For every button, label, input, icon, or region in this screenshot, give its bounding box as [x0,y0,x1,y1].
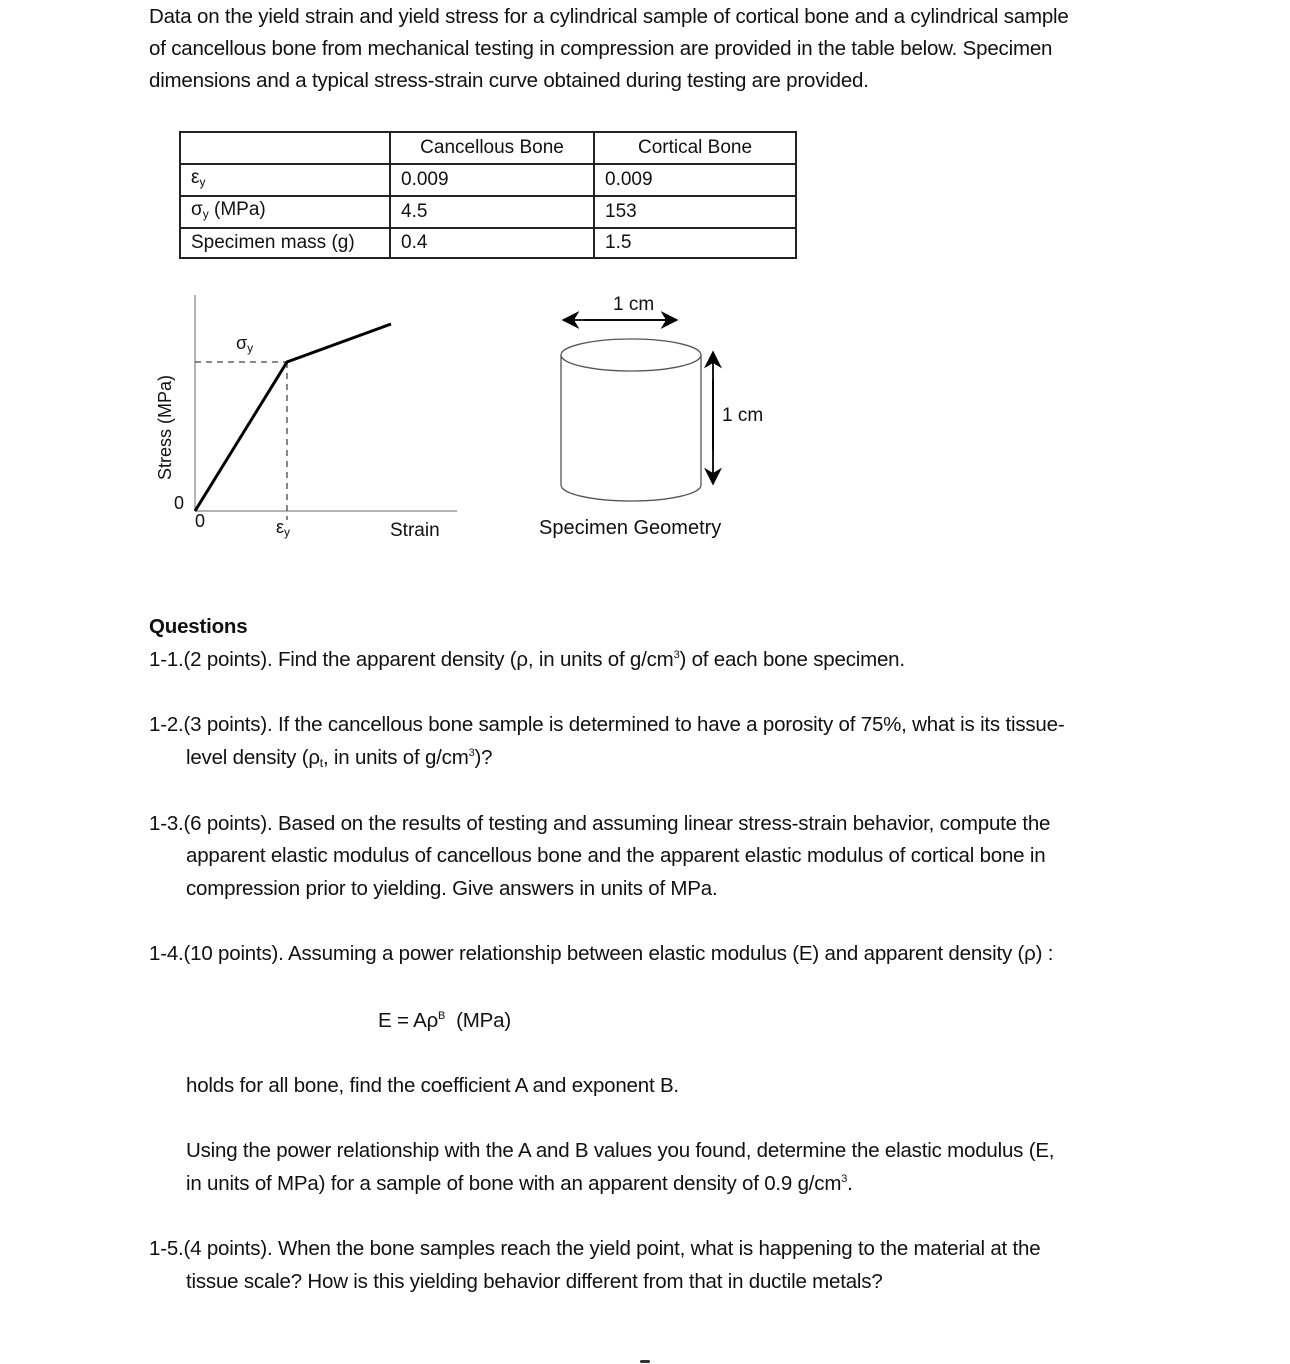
intro-line-1: Data on the yield strain and yield stress for a cylindrical sample of cortical bone and a cylindrical sample [149,5,1069,28]
bone-data-table [179,131,797,259]
q4-superscript: 3 [841,1173,848,1185]
table-row [180,228,796,258]
label-suffix: (MPa) [208,199,266,220]
table-row [180,196,796,228]
cell-cortical-strain: 0.009 [594,164,796,196]
q2-subscript: t [319,756,323,770]
intro-line-2: of cancellous bone from mechanical testing in compression are provided in the table below. Specimen [149,37,1053,60]
question-1-4-line-4 [186,1168,853,1201]
q1-text-end: ) of each bone specimen. [679,648,905,671]
x-origin-label: 0 [195,511,206,531]
table-header-blank [180,132,390,164]
q1-superscript: 3 [673,649,680,661]
specimen-cylinder-diagram [555,300,735,510]
cell-cancellous-mass: 0.4 [390,228,594,258]
y-origin-label: 0 [174,493,185,513]
question-1-5-line-1: 1-5.(4 points). When the bone samples reach the yield point, what is happening to the material at the [149,1237,1041,1260]
geometry-caption: Specimen Geometry [539,517,722,539]
question-1-4-line-3: Using the power relationship with the A and B values you found, determine the elastic modulus (E, [186,1139,1055,1162]
question-1-3-line-1: 1-3.(6 points). Based on the results of testing and assuming linear stress-strain behavior, compute the [149,812,1051,835]
q2-text-end: )? [474,746,493,769]
label-text: σ [191,199,203,220]
stress-strain-curve [195,324,391,511]
sigma-y-label [236,333,253,355]
question-1-1 [149,644,905,677]
cell-cancellous-strain: 0.009 [390,164,594,196]
table-header-row [180,132,796,164]
epsilon-y-label [276,517,290,539]
height-label: 1 cm [722,405,764,426]
label-subscript: y [199,175,206,189]
formula-exponent: B [438,1010,446,1022]
question-1-2-line-1: 1-2.(3 points). If the cancellous bone sample is determined to have a porosity of 75%, what is its tissue- [149,713,1065,736]
stress-strain-graph [145,280,475,550]
question-1-5-line-2: tissue scale? How is this yielding behavior different from that in ductile metals? [186,1270,883,1293]
question-1-4-line-1: 1-4.(10 points). Assuming a power relationship between elastic modulus (E) and apparent density (ρ) : [149,942,1054,965]
cell-cancellous-stress: 4.5 [390,196,594,228]
table-row [180,164,796,196]
questions-heading: Questions [149,615,248,638]
power-law-formula [378,1005,511,1038]
width-label: 1 cm [613,294,655,315]
epsilon-subscript: y [284,525,291,539]
question-1-3-line-2: apparent elastic modulus of cancellous bone and the apparent elastic modulus of cortical bone in [186,844,1046,867]
q2-superscript: 3 [468,747,475,759]
cell-cortical-stress: 153 [594,196,796,228]
q2-text-mid: , in units of g/cm [322,746,469,769]
cylinder-bottom [561,485,701,501]
row-label-yield-strain [180,164,390,196]
formula-units: (MPa) [445,1009,511,1032]
question-1-4-line-2: holds for all bone, find the coefficient A and exponent B. [186,1074,679,1097]
intro-line-3: dimensions and a typical stress-strain curve obtained during testing are provided. [149,69,869,92]
row-label-yield-stress [180,196,390,228]
cylinder-top [561,339,701,371]
label-text: ε [191,167,200,188]
table-header-cancellous: Cancellous Bone [390,132,594,164]
formula-text: E = Aρ [378,1009,439,1032]
q1-text: 1-1.(2 points). Find the apparent density (ρ, in units of g/cm [149,648,674,671]
question-1-2-line-2 [186,742,492,780]
label-subscript: y [202,207,209,221]
q4-text-end: . [847,1172,853,1195]
question-1-3-line-3: compression prior to yielding. Give answers in units of MPa. [186,877,718,900]
y-axis-label: Stress (MPa) [155,374,175,480]
q2-text: level density (ρ [186,746,320,769]
cell-cortical-mass: 1.5 [594,228,796,258]
q4-text: in units of MPa) for a sample of bone with an apparent density of 0.9 g/cm [186,1172,842,1195]
x-axis-label: Strain [390,520,440,541]
sigma-subscript: y [247,341,254,355]
sigma-symbol: σ [236,333,248,353]
table-header-cortical: Cortical Bone [594,132,796,164]
epsilon-symbol: ε [276,517,285,537]
page-edge-mark [640,1360,650,1363]
row-label-mass: Specimen mass (g) [180,228,390,258]
